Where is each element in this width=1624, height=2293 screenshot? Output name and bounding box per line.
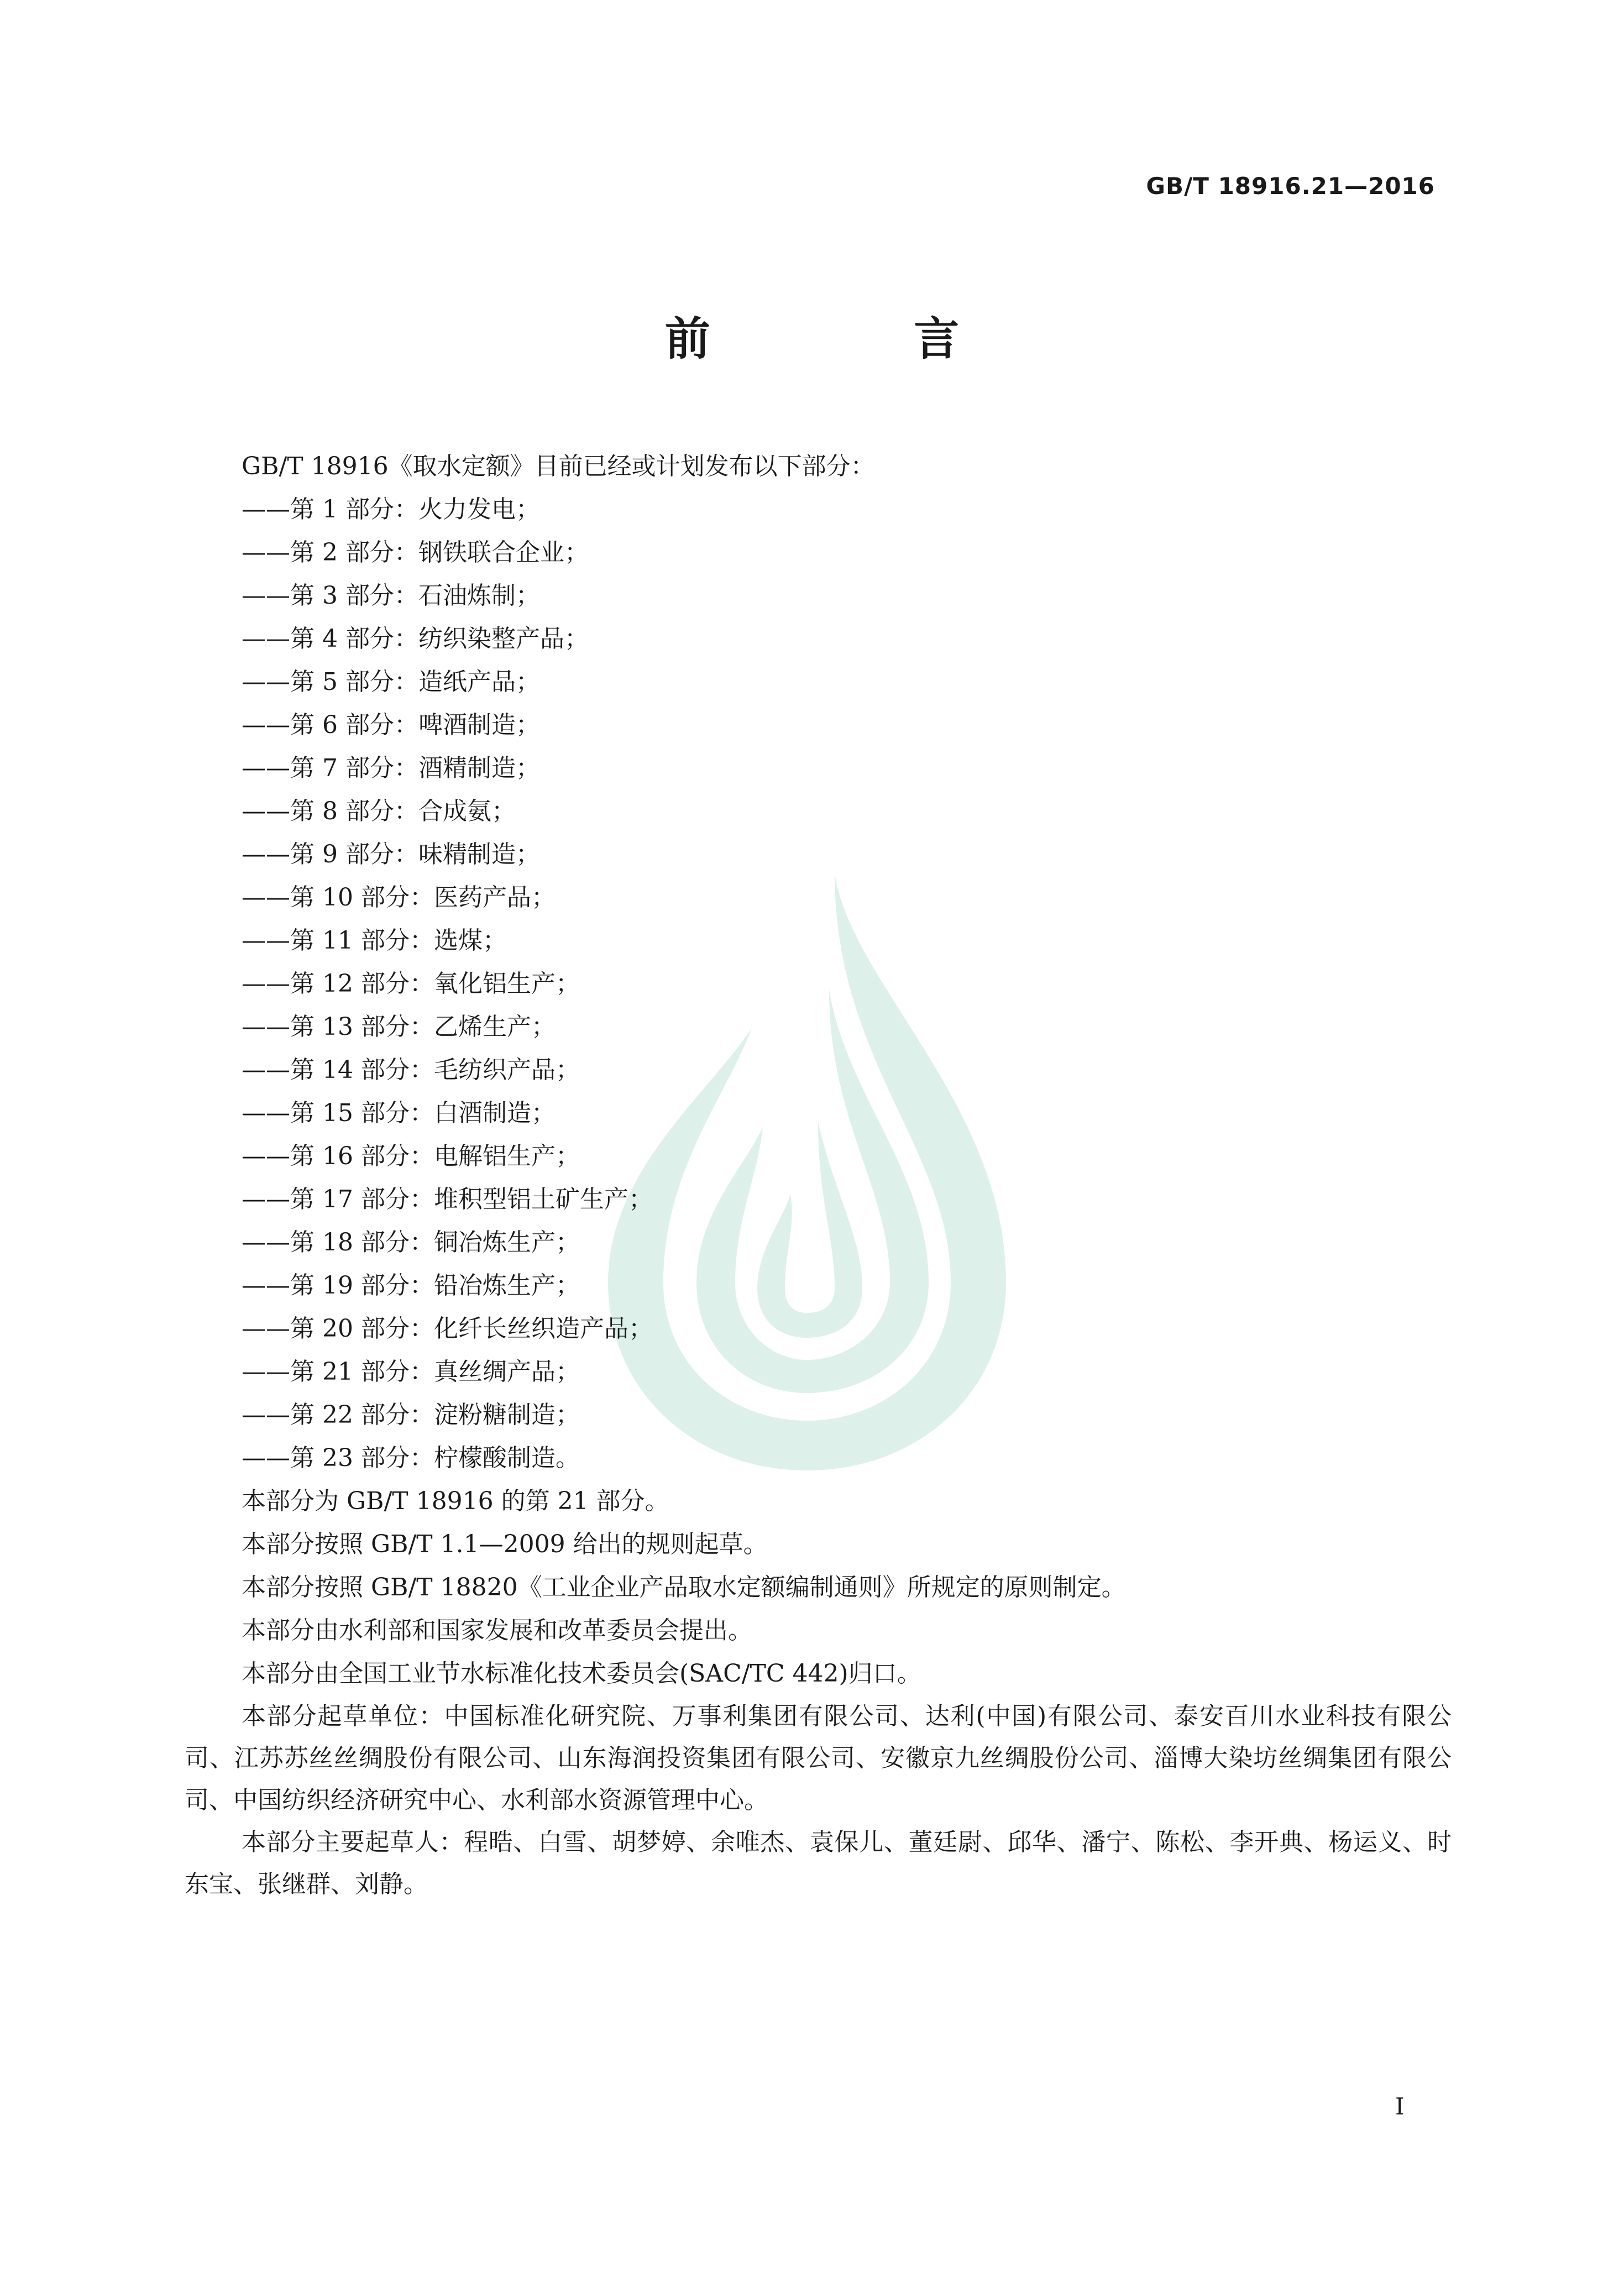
statement-line: 本部分按照 GB/T 18820《工业企业产品取水定额编制通则》所规定的原则制定。 [242, 1573, 1126, 1601]
page-number: I [1395, 2093, 1405, 2120]
list-item: ——第 21 部分：真丝绸产品； [242, 1358, 580, 1386]
list-item: ——第 10 部分：医药产品； [242, 883, 556, 912]
list-item: ——第 11 部分：选煤； [242, 926, 507, 955]
statement-line: 本部分为 GB/T 18916 的第 21 部分。 [242, 1487, 669, 1515]
drafting-units-paragraph: 本部分起草单位：中国标准化研究院、万事利集团有限公司、达利(中国)有限公司、泰安百川水业科技有限公司、江苏苏丝丝绸股份有限公司、山东海润投资集团有限公司、安徽京九丝绸股份公司、淄博大染坊丝绸集团有限公司、中国纺织经济研究中心、水利部水资源管理中心。 [185, 1702, 1452, 1814]
drafters-paragraph: 本部分主要起草人：程晧、白雪、胡梦婷、余唯杰、袁保儿、董廷尉、邱华、潘宁、陈松、李开典、杨运义、时东宝、张继群、刘静。 [185, 1828, 1452, 1898]
list-item: ——第 23 部分：柠檬酸制造。 [242, 1444, 580, 1472]
statement-line: 本部分由水利部和国家发展和改革委员会提出。 [242, 1616, 752, 1645]
standard-number: GB/T 18916.21—2016 [1146, 172, 1435, 200]
list-item: ——第 16 部分：电解铝生产； [242, 1142, 580, 1170]
list-item: ——第 19 部分：铅冶炼生产； [242, 1271, 580, 1300]
intro-line: GB/T 18916《取水定额》目前已经或计划发布以下部分： [242, 452, 875, 480]
list-item: ——第 3 部分：石油炼制； [242, 582, 540, 610]
list-item: ——第 20 部分：化纤长丝织造产品； [242, 1315, 653, 1343]
statement-line: 本部分由全国工业节水标准化技术委员会(SAC/TC 442)归口。 [242, 1659, 921, 1688]
list-item: ——第 5 部分：造纸产品； [242, 668, 540, 696]
list-item: ——第 22 部分：淀粉糖制造； [242, 1401, 580, 1429]
list-item: ——第 12 部分：氧化铝生产； [242, 970, 580, 998]
list-item: ——第 8 部分：合成氨； [242, 797, 516, 825]
list-item: ——第 7 部分：酒精制造； [242, 754, 540, 782]
list-item: ——第 17 部分：堆积型铝土矿生产； [242, 1185, 653, 1213]
parts-list [185, 488, 1452, 1480]
list-item: ——第 1 部分：火力发电； [242, 495, 540, 523]
list-item: ——第 13 部分：乙烯生产； [242, 1013, 556, 1041]
list-item: ——第 6 部分：啤酒制造； [242, 711, 540, 739]
list-item: ——第 4 部分：纺织染整产品； [242, 625, 589, 653]
statement-line: 本部分按照 GB/T 1.1—2009 给出的规则起草。 [242, 1530, 768, 1558]
page-title: 前 言 [664, 313, 1054, 365]
list-item: ——第 14 部分：毛纺织产品； [242, 1056, 580, 1084]
list-item: ——第 2 部分：钢铁联合企业； [242, 538, 589, 567]
list-item: ——第 9 部分：味精制造； [242, 840, 540, 868]
list-item: ——第 18 部分：铜冶炼生产； [242, 1228, 580, 1257]
foreword-content [185, 445, 1452, 1905]
list-item: ——第 15 部分：白酒制造； [242, 1099, 556, 1127]
